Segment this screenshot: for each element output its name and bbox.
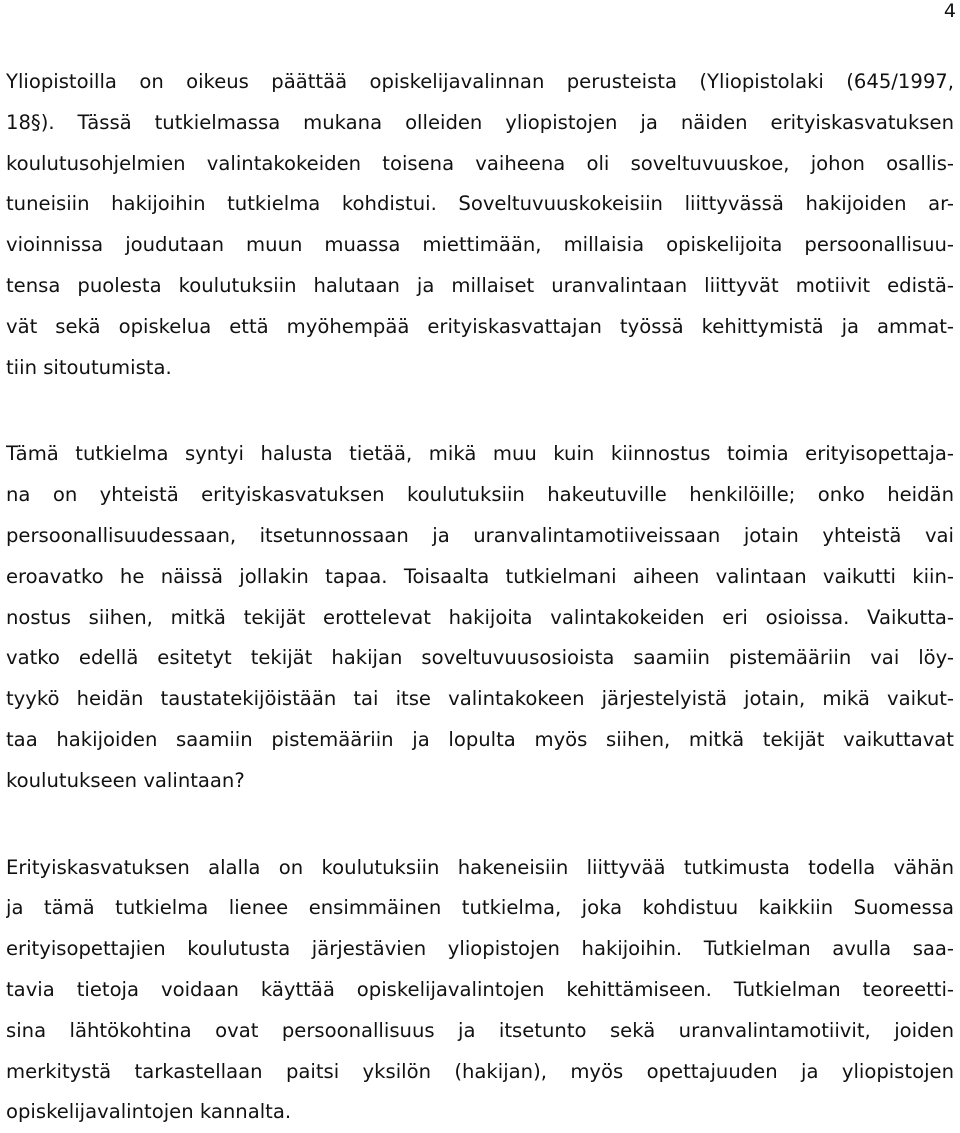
- text-line: persoonallisuudessaan, itsetunnossaan ja uranvalintamotiiveissaan jotain yhteistä vai: [6, 523, 954, 547]
- text-line: eroavatko he näissä jollakin tapaa. Toisaalta tutkielmani aiheen valintaan vaikutti kiin-: [6, 564, 954, 588]
- document-body: [6, 62, 954, 1133]
- text-line: vät sekä opiskelua että myöhempää erityiskasvattajan työssä kehittymistä ja ammat-: [6, 314, 954, 338]
- text-line: vioinnissa joudutaan muun muassa miettimään, millaisia opiskelijoita persoonallisuu-: [6, 233, 954, 257]
- text-line: merkitystä tarkastellaan paitsi yksilön (hakijan), myös opettajuuden ja yliopistojen: [6, 1059, 954, 1083]
- text-line: tavia tietoja voidaan käyttää opiskelijavalintojen kehittämiseen. Tutkielman teoreetti-: [6, 977, 954, 1001]
- text-line: koulutukseen valintaan?: [6, 768, 245, 792]
- page-number: 4: [943, 0, 956, 22]
- text-line: na on yhteistä erityiskasvatuksen koulutuksiin hakeutuville henkilöille; onko heidän: [6, 483, 954, 507]
- paragraph-2: [6, 434, 954, 801]
- text-line: nostus siihen, mitkä tekijät erottelevat hakijoita valintakokeiden eri osioissa. Vaikutta-: [6, 605, 954, 629]
- text-line: Erityiskasvatuksen alalla on koulutuksiin hakeneisiin liittyvää tutkimusta todella vähän: [6, 855, 954, 879]
- text-line: vatko edellä esitetyt tekijät hakijan soveltuvuusosioista saamiin pistemääriin vai löy-: [6, 646, 954, 670]
- text-line: Yliopistoilla on oikeus päättää opiskelijavalinnan perusteista (Yliopistolaki (645/1997,: [6, 70, 954, 93]
- paragraph-spacer: [6, 388, 954, 434]
- paragraph-spacer: [6, 802, 954, 848]
- text-line: tensa puolesta koulutuksiin halutaan ja millaiset uranvalintaan liittyvät motiivit edistä-: [6, 273, 954, 297]
- text-line: 18§). Tässä tutkielmassa mukana olleiden yliopistojen ja näiden erityiskasvatuksen: [6, 110, 954, 134]
- text-line: ja tämä tutkielma lienee ensimmäinen tutkielma, joka kohdistuu kaikkiin Suomessa: [6, 896, 954, 920]
- paragraph-1: [6, 62, 954, 388]
- text-line: koulutusohjelmien valintakokeiden toisena vaiheena oli soveltuvuuskoe, johon osallis-: [6, 151, 954, 175]
- text-line: erityisopettajien koulutusta järjestävien yliopistojen hakijoihin. Tutkielman avulla saa-: [6, 937, 954, 961]
- text-line: opiskelijavalintojen kannalta.: [6, 1100, 292, 1124]
- text-line: sina lähtökohtina ovat persoonallisuus ja itsetunto sekä uranvalintamotiivit, joiden: [6, 1018, 954, 1042]
- paragraph-3: [6, 848, 954, 1133]
- text-line: tuneisiin hakijoihin tutkielma kohdistui. Soveltuvuuskokeisiin liittyvässä hakijoiden ar-: [6, 192, 954, 216]
- text-line: Tämä tutkielma syntyi halusta tietää, mikä muu kuin kiinnostus toimia erityisopettaja-: [6, 442, 954, 466]
- text-line: taa hakijoiden saamiin pistemääriin ja lopulta myös siihen, mitkä tekijät vaikuttavat: [6, 727, 954, 751]
- text-line: tyykö heidän taustatekijöistään tai itse valintakokeen järjestelyistä jotain, mikä vaikut-: [6, 687, 954, 711]
- text-line: tiin sitoutumista.: [6, 355, 172, 379]
